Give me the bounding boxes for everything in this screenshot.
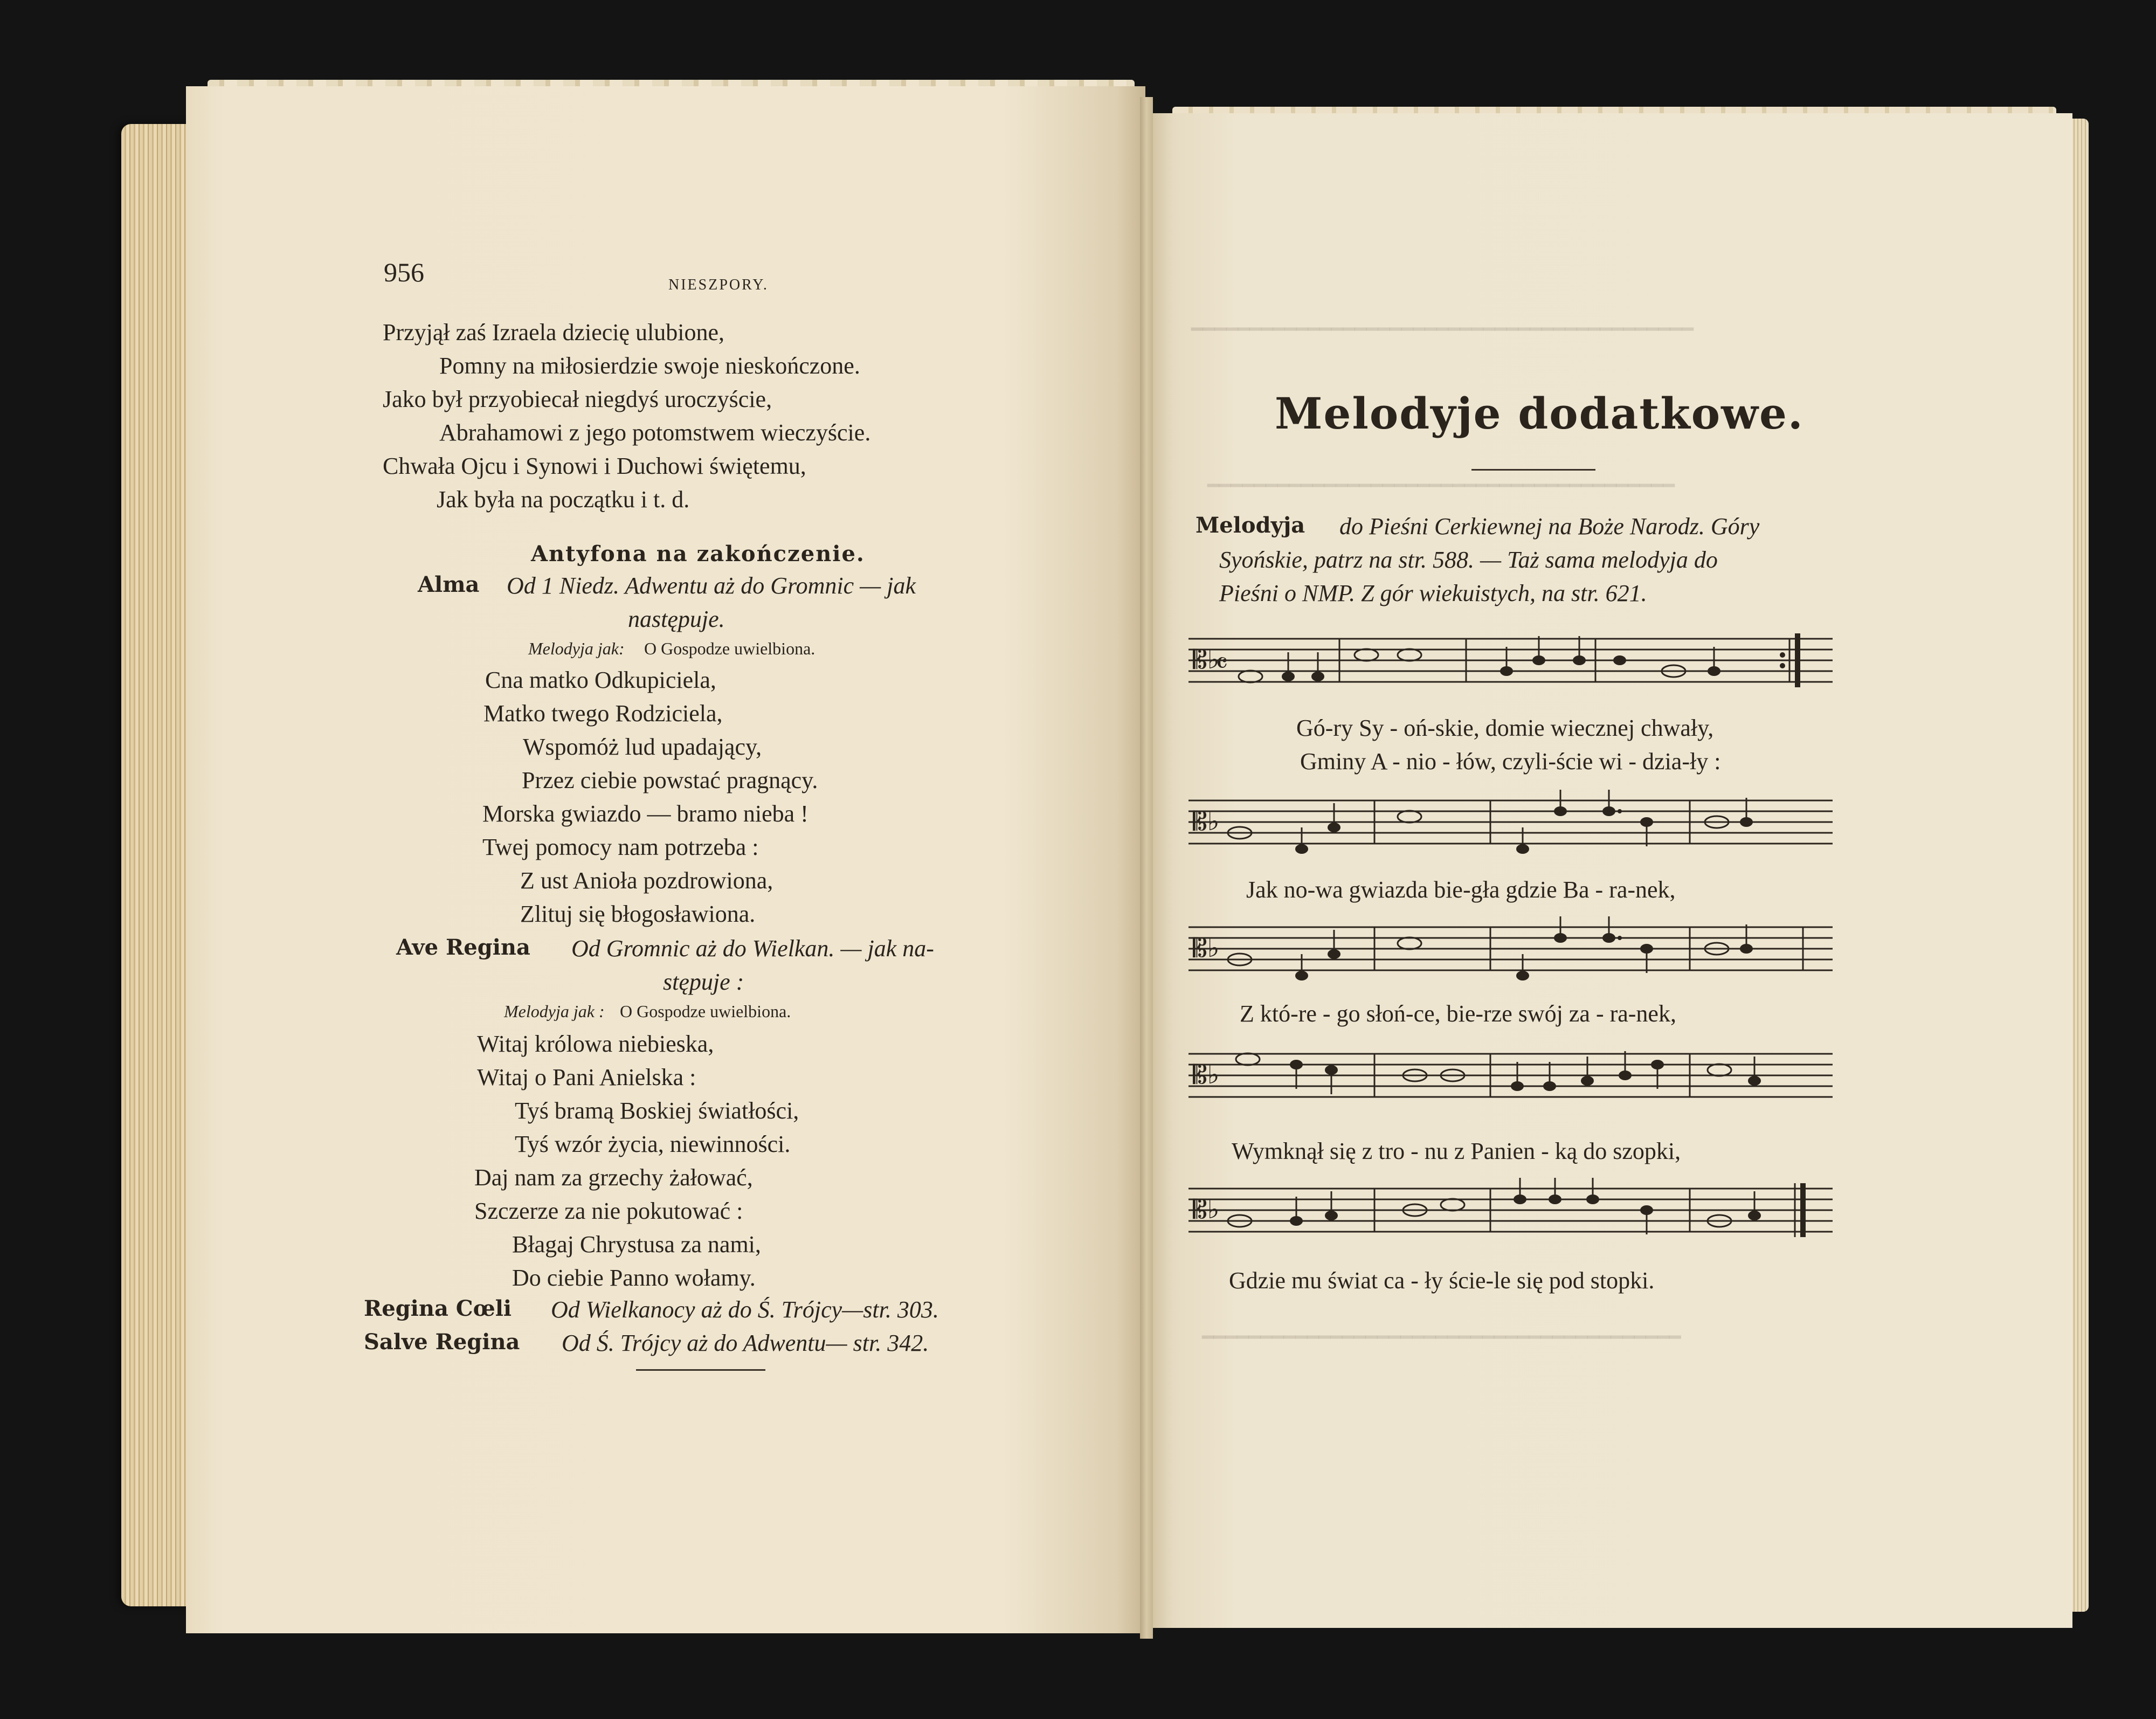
show-through: ━━━━━━━━━━━━━━━━━━━━━━━━━━━━━━━━━━━━━━━━: [1207, 475, 1675, 496]
rubric: Od Ś. Trójcy aż do Adwentu— str. 342.: [562, 1330, 929, 1356]
antiphon-title: Regina Cœli: [364, 1296, 512, 1321]
antiphon-title: Ave Regina: [396, 935, 530, 960]
verse-line: Daj nam za grzechy żałować,: [474, 1164, 753, 1191]
verse-line: Do ciebie Panno wołamy.: [512, 1265, 756, 1291]
verse-line: Z ust Anioła pozdrowiona,: [520, 867, 773, 894]
intro-text: Syońskie, patrz na str. 588. — Taż sama melodyja do: [1219, 547, 1718, 573]
lyrics-line: Wymknął się z tro - nu z Panien - ką do szopki,: [1232, 1138, 1681, 1164]
page-number: 956: [384, 257, 424, 287]
verse-line: Twej pomocy nam potrzeba :: [482, 834, 759, 860]
svg-text:𝄡♭: 𝄡♭: [1193, 806, 1220, 837]
melody-heading: Melodyja: [1196, 513, 1305, 538]
verse-line: Szczerze za nie pokutować :: [474, 1198, 743, 1224]
verse-line: Błagaj Chrystusa za nami,: [512, 1231, 761, 1258]
intro-text: do Pieśni Cerkiewnej na Boże Narodz. Góry: [1339, 513, 1760, 540]
svg-text:𝄴: 𝄴: [1215, 647, 1228, 680]
melody-reference: O Gospodze uwielbiona.: [644, 639, 816, 658]
title-rule: [1471, 469, 1595, 471]
running-head: NIESZPORY.: [668, 277, 769, 293]
antiphon-title: Alma: [418, 572, 480, 597]
verse-line: Przez ciebie powstać pragnący.: [522, 767, 818, 793]
verse-line: Przyjął zaś Izraela dziecię ulubione,: [383, 319, 725, 346]
verse-line: Jak była na początku i t. d.: [437, 486, 690, 513]
music-staff: [1188, 628, 1833, 693]
verse-line: Tyś wzór życia, niewinności.: [515, 1131, 791, 1157]
lyrics-line: Gdzie mu świat ca - ły ście-le się pod stopki.: [1229, 1267, 1655, 1294]
show-through: ━━━━━━━━━━━━━━━━━━━━━━━━━━━━━━━━━━━━━━━━━━━: [1191, 319, 1694, 340]
rubric: Od 1 Niedz. Adwentu aż do Gromnic — jak: [507, 572, 916, 599]
verse-line: Witaj królowa niebieska,: [477, 1031, 714, 1057]
lyrics-line: Z któ-re - go słoń-ce, bie-rze swój za - ra-nek,: [1240, 1000, 1676, 1027]
music-staff: [1188, 1043, 1833, 1108]
svg-text:𝄡♭: 𝄡♭: [1193, 1060, 1220, 1090]
show-through: ━━━━━━━━━━━━━━━━━━━━━━━━━━━━━━━━━━━━━━━━━: [1202, 1327, 1681, 1348]
verse-line: Witaj o Pani Anielska :: [477, 1064, 696, 1090]
verse-line: Zlituj się błogosławiona.: [520, 901, 756, 927]
rubric: następuje.: [628, 606, 725, 632]
verse-line: Matko twego Rodziciela,: [483, 700, 723, 727]
lyrics-line: Jak no-wa gwiazda bie-gła gdzie Ba - ra-nek,: [1246, 876, 1676, 903]
lyrics-line: Gó-ry Sy - oń-skie, domie wiecznej chwały,: [1296, 715, 1714, 741]
rubric: Od Wielkanocy aż do Ś. Trójcy—str. 303.: [551, 1296, 939, 1323]
music-staff: [1188, 916, 1833, 981]
melody-label: Melodyja jak:: [528, 639, 625, 658]
verse-line: Abrahamowi z jego potomstwem wieczyście.: [439, 419, 871, 446]
melody-reference: O Gospodze uwielbiona.: [620, 1002, 791, 1021]
svg-text:𝄡♭: 𝄡♭: [1193, 933, 1220, 963]
music-staff: [1188, 790, 1833, 854]
verse-line: Cna matko Odkupiciela,: [485, 667, 716, 693]
verse-line: Chwała Ojcu i Synowi i Duchowi świętemu,: [383, 453, 806, 479]
end-rule: [636, 1369, 765, 1371]
lyrics-line: Gminy A - nio - łów, czyli-ście wi - dzia-ły :: [1300, 748, 1721, 775]
intro-text: Pieśni o NMP. Z gór wiekuistych, na str. 621.: [1219, 580, 1647, 606]
book-gutter: [1140, 97, 1153, 1639]
rubric: stępuje :: [663, 969, 744, 995]
rubric: Od Gromnic aż do Wielkan. — jak na-: [571, 935, 934, 962]
verse-line: Wspomóż lud upadający,: [523, 734, 762, 760]
melody-label: Melodyja jak :: [504, 1002, 605, 1021]
verse-line: Pomny na miłosierdzie swoje nieskończone.: [439, 353, 860, 379]
verse-line: Morska gwiazdo — bramo nieba !: [482, 800, 808, 827]
music-staff: [1188, 1178, 1833, 1242]
verse-line: Tyś bramą Boskiej światłości,: [515, 1097, 799, 1124]
verse-line: Jako był przyobiecał niegdyś uroczyście,: [383, 386, 772, 412]
antiphon-title: Salve Regina: [364, 1329, 520, 1355]
page-title: Melodyje dodatkowe.: [1275, 388, 1804, 439]
svg-text:𝄡♭: 𝄡♭: [1193, 645, 1220, 675]
svg-text:𝄡♭: 𝄡♭: [1193, 1195, 1220, 1225]
section-heading: Antyfona na zakończenie.: [531, 541, 865, 567]
